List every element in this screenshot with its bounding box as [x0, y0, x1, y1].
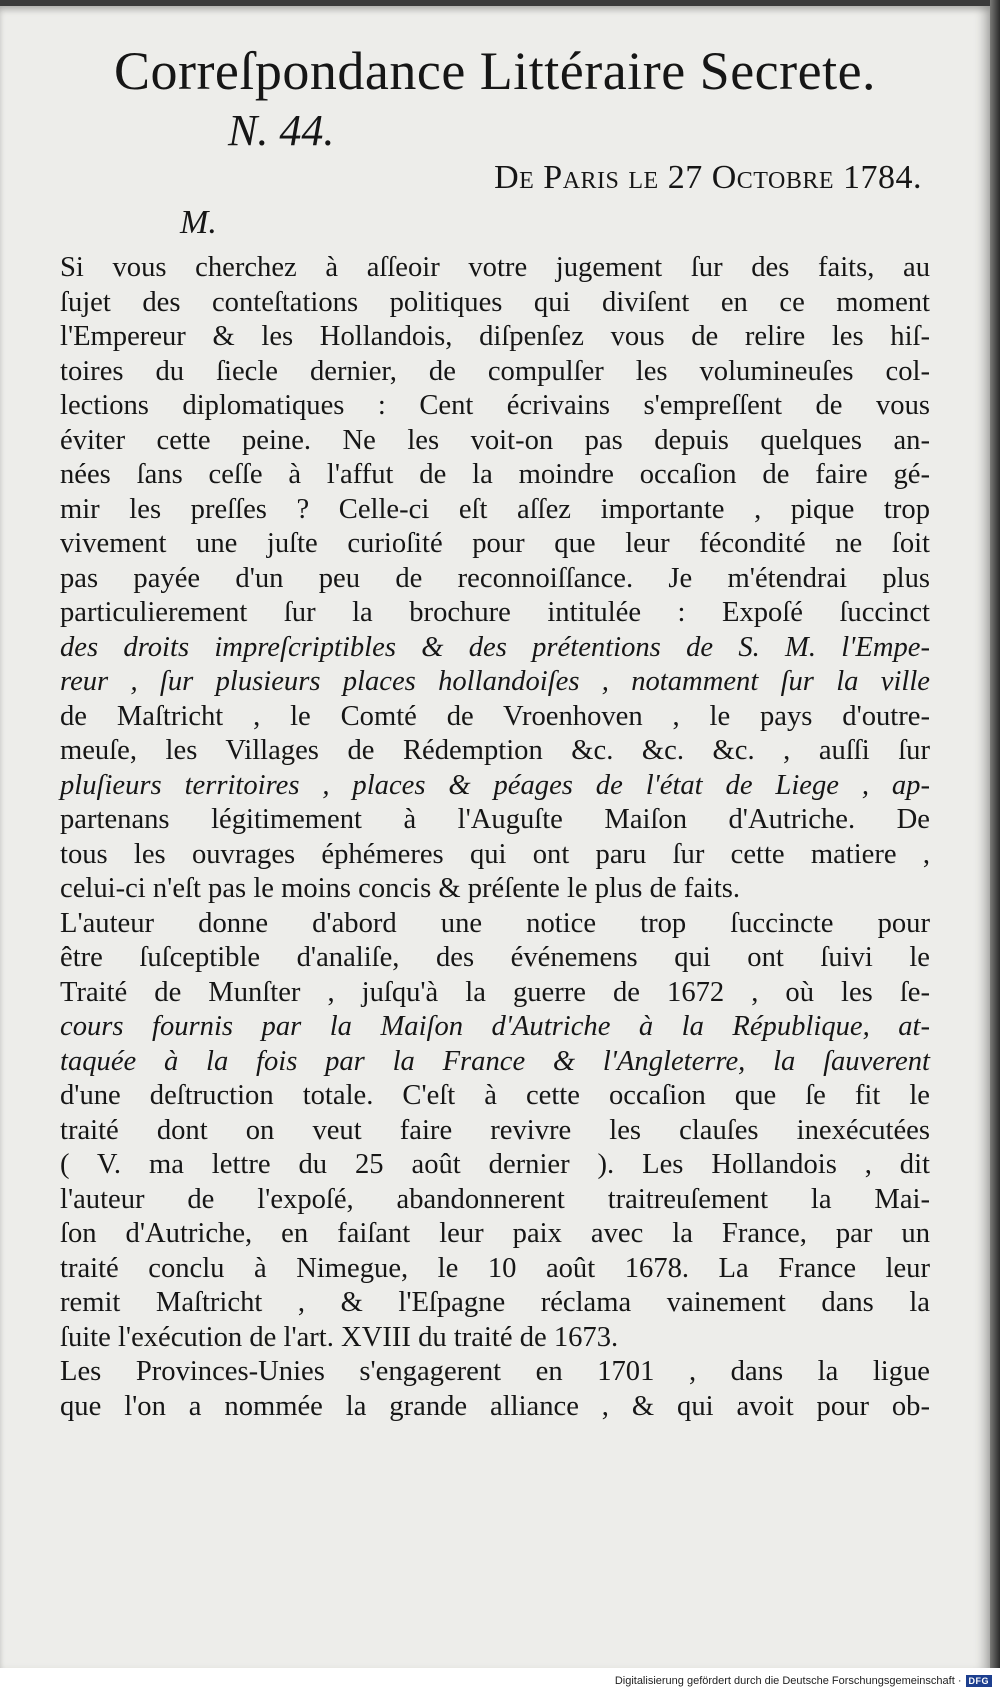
text-line: l'auteur de l'expoſé, abandonnerent traitreuſement la Mai- [60, 1183, 930, 1215]
text-line: éviter cette peine. Ne les voit-on pas depuis quelques an- [60, 424, 930, 456]
text-line: pas payée d'un peu de reconnoiſſance. Je m'étendrai plus [60, 562, 930, 594]
credit-text: Digitalisierung gefördert durch die Deutsche Forschungsgemeinschaft · [614, 1675, 962, 1687]
text-line: Si vous cherchez à aſſeoir votre jugement ſur des faits, au [60, 252, 930, 284]
text-line: de Maſtricht , le Comté de Vroenhoven , le pays d'outre- [60, 700, 930, 732]
text-line: nées ſans ceſſe à l'affut de la moindre occaſion de faire gé- [60, 459, 930, 491]
text-line: mir les preſſes ? Celle-ci eſt aſſez importante , pique trop [60, 493, 930, 525]
text-line: ſuite l'exécution de l'art. XVIII du traité de 1673. [60, 1321, 619, 1353]
masthead-title: Correſpondance Littéraire Secrete. [113, 41, 877, 101]
dfg-logo: DFG [966, 1675, 993, 1687]
page-edge-shadow [990, 0, 1000, 1668]
text-line: ſujet des conteſtations politiques qui diviſent en ce moment [60, 286, 930, 318]
text-line: Les Provinces-Unies s'engagerent en 1701 , dans la ligue [60, 1356, 930, 1388]
text-line: l'Empereur & les Hollandois, diſpenſez vous de relire les hiſ- [60, 321, 930, 353]
text-line: des droits impreſcriptibles & des prétentions de S. M. l'Empe- [60, 631, 930, 663]
text-line: traité conclu à Nimegue, le 10 août 1678. La France leur [60, 1252, 930, 1284]
text-line: remit Maſtricht , & l'Eſpagne réclama vainement dans la [60, 1287, 930, 1319]
text-line: ſon d'Autriche, en faiſant leur paix avec la France, par un [60, 1218, 930, 1250]
text-line: lections diplomatiques : Cent écrivains s'empreſſent de vous [60, 390, 930, 422]
paragraph-3 [60, 1355, 930, 1424]
text-line: L'auteur donne d'abord une notice trop ſuccincte pour [60, 907, 930, 939]
paragraph-1 [60, 251, 930, 907]
text-line: reur , ſur plusieurs places hollandoiſes , notamment ſur la ville [60, 666, 930, 698]
salutation: M. [180, 203, 217, 241]
paragraph-2 [60, 907, 930, 1356]
text-line: tous les ouvrages éphémeres qui ont paru ſur cette matiere , [60, 838, 930, 870]
text-line: pluſieurs territoires , places & péages de l'état de Liege , ap- [60, 769, 930, 801]
text-line: celui-ci n'eſt pas le moins concis & préſente le plus de faits. [60, 873, 741, 905]
text-line: ( V. ma lettre du 25 août dernier ). Les Hollandois , dit [60, 1149, 930, 1181]
footer-bar [0, 1668, 1000, 1690]
text-line: être ſuſceptible d'analiſe, des événemens qui ont ſuivi le [60, 942, 930, 974]
text-line: d'une deſtruction totale. C'eſt à cette occaſion que ſe fit le [60, 1080, 930, 1112]
page-content [60, 42, 930, 1424]
text-line: Traité de Munſter , juſqu'à la guerre de 1672 , où les ſe- [60, 976, 930, 1008]
text-line: vivement une juſte curioſité pour que leur fécondité ne ſoit [60, 528, 930, 560]
text-line: cours fournis par la Maiſon d'Autriche à la République, at- [60, 1011, 930, 1043]
text-line: traité dont on veut faire revivre les clauſes inexécutées [60, 1114, 930, 1146]
text-line: que l'on a nommée la grande alliance , & qui avoit pour ob- [60, 1390, 930, 1422]
issue-number: N. 44. [228, 106, 335, 156]
text-line: particulierement ſur la brochure intitulée : Expoſé ſuccinct [60, 597, 930, 629]
text-line: toires du ſiecle dernier, de compulſer les volumineuſes col- [60, 355, 930, 387]
text-line: taquée à la fois par la France & l'Angleterre, la ſauverent [60, 1045, 930, 1077]
text-line: partenans légitimement à l'Auguſte Maiſon d'Autriche. De [60, 804, 930, 836]
digitization-credit [615, 1675, 992, 1687]
text-line: meuſe, les Villages de Rédemption &c. &c. &c. , auſſi ſur [60, 735, 930, 767]
dateline: De Paris le 27 Octobre 1784. [494, 158, 922, 196]
